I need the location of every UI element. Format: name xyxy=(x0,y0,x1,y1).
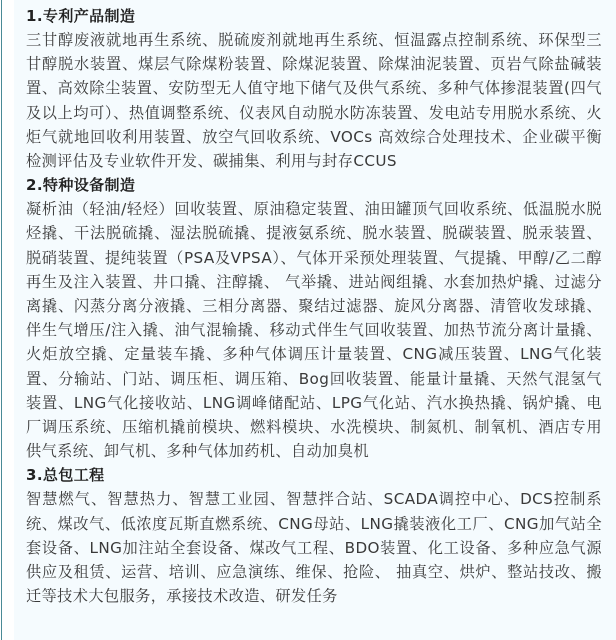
section-title-epc-projects: 3.总包工程 xyxy=(26,466,105,485)
section-title-patent-products: 1.专利产品制造 xyxy=(26,7,136,25)
section-body-epc-projects: 智慧燃气、智慧热力、智慧工业园、智慧拌合站、SCADA调控中心、DCS控制系统、煤改气、低浓度瓦斯直燃系统、CNG母站、LNG撬装液化工厂、CNG加气站全套设备、LNG加注站全套设备、煤改气工程、BDO装置、化工设备、多种应急气源供应及租赁、运营、培训、应急演练、维保、抢险、 抽真空、烘炉、整站技改、搬迁等技术大包服务，承接技术改造、研发任务 xyxy=(26,490,602,606)
section-title-special-equipment: 2.特种设备制造 xyxy=(26,176,136,195)
section-body-patent-products: 三甘醇废液就地再生系统、脱硫废剂就地再生系统、恒温露点控制系统、环保型三甘醇脱水装置、煤层气除煤粉装置、除煤泥装置、除煤油泥装置、页岩气除盐碱装置、高效除尘装置、安防型无人值守地下储气及供气系统、多种气体掺混装置(四气及以上均可）、热值调整系统、仪表风自动脱水防冻装置、发电站专用脱水系统、火炬气就地回收利用装置、放空气回收系统、VOCs 高效综合处理技术、企业碳平衡检测评估及专业软件开发、碳捕集、利用与封存CCUS xyxy=(26,31,602,171)
section-body-special-equipment: 凝析油（轻油/轻烃）回收装置、原油稳定装置、油田罐顶气回收系统、低温脱水脱烃撬、干法脱硫撬、湿法脱硫撬、提液氨系统、脱水装置、脱碳装置、脱汞装置、脱硝装置、提纯装置（PSA及VPSA）、气体开采预处理装置、气提撬、甲醇/乙二醇再生及注入装置、井口撬、注醇撬、 气举撬、进站阀组撬、水套加热炉撬、过滤分离撬、闪蒸分离分液撬、三相分离器、聚结过滤器、旋风分离器、清管收发球撬、伴生气增压/注入撬、油气混输撬、移动式伴生气回收装置、加热节流分离计量撬、火炬放空撬、定量装车撬、多种气体调压计量装置、CNG减压装置、LNG气化装置、分输站、门站、调压柜、调压箱、Bog回收装置、能量计量撬、天然气混氢气装置、LNG气化接收站、LNG调峰储配站、LPG气化站、汽水换热撬、锅炉撬、电厂调压系统、压缩机撬前模块、燃料模块、水洗模块、制氮机、制氧机、酒店专用供气系统、卸气机、多种气体加药机、自动加臭机 xyxy=(26,200,602,461)
left-border-rule xyxy=(1,0,2,640)
article-content xyxy=(26,4,602,608)
